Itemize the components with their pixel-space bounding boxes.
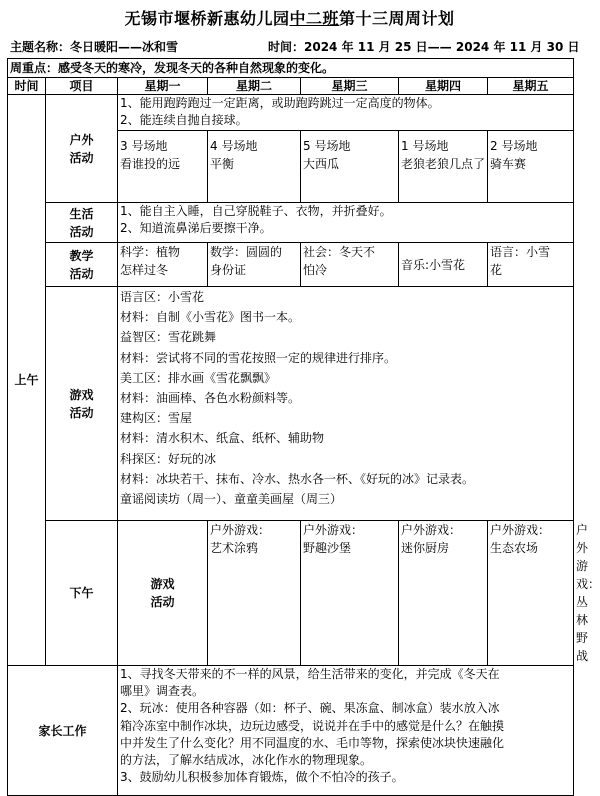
afternoon-label: 下午 [46,521,118,666]
afternoon-tuesday: 户外游戏： 野趣沙堡 [301,521,399,666]
teaching-thursday: 音乐:小雪花 [399,243,488,287]
games-line-4: 材料：尝试将不同的雪花按照一定的规律进行排序。 [120,350,397,365]
outdoor-tuesday: 4 号场地 平衡 [208,131,301,203]
outdoor-thursday: 1 号场地 老狼老狼几点了 [399,131,488,203]
life-goals: 1、能自主入睡，自己穿脱鞋子、衣物，并折叠好。 2、知道流鼻涕后要擦干净。 [118,203,574,243]
title-prefix: 无锡市堰桥新惠幼儿园 [124,9,290,28]
parent-line-5: 中并发生了什么变化？用不同温度的水、毛巾等物，探索使冰块快速融化 [120,735,505,750]
afternoon-monday: 户外游戏： 艺术涂鸦 [208,521,301,666]
games-line-5: 美工区：排水画《雪花飘飘》 [120,370,277,385]
parent-line-3: 2、玩冰：使用各种容器（如：杯子、碗、果冻盒、制冰盒）装水放入冰 [120,701,500,716]
games-line-2: 材料：自制《小雪花》图书一本。 [120,310,301,325]
header-thursday: 星期四 [399,78,488,95]
parent-line-6: 的方法，了解水结成冰，冰化作水的物理现象。 [120,753,373,768]
games-label: 游戏 活动 [46,287,118,521]
life-label: 生活 活动 [46,203,118,243]
games-areas [118,287,574,521]
parent-line-2: 哪里》调查表。 [120,684,205,699]
games-line-1: 语言区：小雪花 [120,290,205,304]
weekly-plan-table: 周重点：感受冬天的寒冷，发现冬天的各种自然现象的变化。 时间 项目 星期一 星期二 星期三 星期四 星期五 上午 户外 活动 1、能用跑跨跑过一定距离，或助跑跨跳过一定高度的物体。 2、能连续自抛自接球。 3 号场地 看谁投的远 4 号场地 平衡 5 号场地 大西瓜 1 号场地 老狼老狼几点了 2 号场地 骑车赛 生活 活动 1、能自主入睡，自己穿脱鞋子、衣物，并折叠好。 2、知道流鼻涕后要擦干净。 教学 活动 科学：植物 怎样过冬 数学：圆圆的 身份证 社会：冬天不 怕冷 音乐:小雪花 语言：小雪 花 游戏 活动 语言区：小雪花 材料：自制《小雪花》图书一本。 益智区：雪花跳舞 材料：尝试将不同的雪花按照一定的规律进行排序。 美工区：排水画《雪花飘飘》 材料：油画棒、各色水粉颜料等。 建构区：雪屋 材料：清水积木、纸盒、纸杯、辅助物 科探区：好玩的冰 材料：冰块若干、抹布、冷水、热水各一杯、《好玩的冰》记录表。 童谣阅读坊（周一）、童童美画屋（周三） 下午 游戏 活动 户外游戏： 艺术涂鸦 户外游戏： 野趣沙堡 户外游戏： 迷你厨房 户外游戏： 生态农场 户外游戏： 丛林野战 家长工作 1、寻找冬天带来的不一样的风景，给生活带来的变化，并完成《冬天在 哪里》调查表。 2、玩冰：使用各种容器（如：杯子、碗、果冻盒、制冰盒）装水放入冰 箱冷冻室中制作冰块，边玩边感受，说说并在手中的感觉是什么？在触摸 中并发生了什么变化？用不同温度的水、毛巾等物，探索使冰块快速融化 的方法，了解水结成冰，冰化作水的物理现象。 3、鼓励幼儿积极参加体育锻炼，做个不怕冷的孩子。 [7,58,574,796]
games-line-6: 材料：油画棒、各色水粉颜料等。 [120,391,301,406]
header-row [8,78,574,95]
games-line-11: 童谣阅读坊（周一）、童童美画屋（周三） [120,492,343,507]
games-line-7: 建构区：雪屋 [120,411,193,426]
plan-time: 时间：2024 年 11 月 25 日—— 2024 年 11 月 30 日 [268,40,580,54]
afternoon-thursday: 户外游戏： 生态农场 [488,521,574,666]
title-class-name: 中二班 [289,9,339,28]
afternoon-wednesday: 户外游戏： 迷你厨房 [399,521,488,666]
header-monday: 星期一 [118,78,208,95]
header-wednesday: 星期三 [301,78,399,95]
teaching-tuesday: 数学：圆圆的 身份证 [208,243,301,287]
teaching-friday: 语言：小雪 花 [488,243,574,287]
header-item: 项目 [46,78,118,95]
outdoor-wednesday: 5 号场地 大西瓜 [301,131,399,203]
morning-label: 上午 [8,95,46,666]
outdoor-friday: 2 号场地 骑车赛 [488,131,574,203]
games-line-3: 益智区：雪花跳舞 [120,330,217,345]
week-focus: 周重点：感受冬天的寒冷，发现冬天的各种自然现象的变化。 [8,59,574,78]
parent-line-7: 3、鼓励幼儿积极参加体育锻炼，做个不怕冷的孩子。 [120,770,404,785]
header-time: 时间 [8,78,46,95]
parent-line-4: 箱冷冻室中制作冰块，边玩边感受，说说并在手中的感觉是什么？在触摸 [120,718,505,733]
header-friday: 星期五 [488,78,574,95]
teaching-label: 教学 活动 [46,243,118,287]
outdoor-label: 户外 活动 [46,95,118,203]
games-line-8: 材料：清水积木、纸盒、纸杯、辅助物 [120,431,325,446]
parent-work-label: 家长工作 [8,666,118,796]
theme-name: 主题名称：冬日暖阳——冰和雪 [10,40,179,54]
afternoon-games-label: 游戏 活动 [118,521,208,666]
outdoor-goals: 1、能用跑跨跑过一定距离，或助跑跨跳过一定高度的物体。 2、能连续自抛自接球。 [118,95,574,131]
teaching-wednesday: 社会：冬天不 怕冷 [301,243,399,287]
teaching-monday: 科学：植物 怎样过冬 [118,243,208,287]
header-tuesday: 星期二 [208,78,301,95]
games-line-9: 科探区：好玩的冰 [120,451,217,466]
parent-line-1: 1、寻找冬天带来的不一样的风景，给生活带来的变化，并完成《冬天在 [120,667,500,681]
outdoor-monday: 3 号场地 看谁投的远 [118,131,208,203]
page-title [0,6,579,29]
parent-work-content [118,666,574,796]
games-line-10: 材料：冰块若干、抹布、冷水、热水各一杯、《好玩的冰》记录表。 [120,471,475,486]
title-suffix: 第十三周周计划 [339,9,455,28]
